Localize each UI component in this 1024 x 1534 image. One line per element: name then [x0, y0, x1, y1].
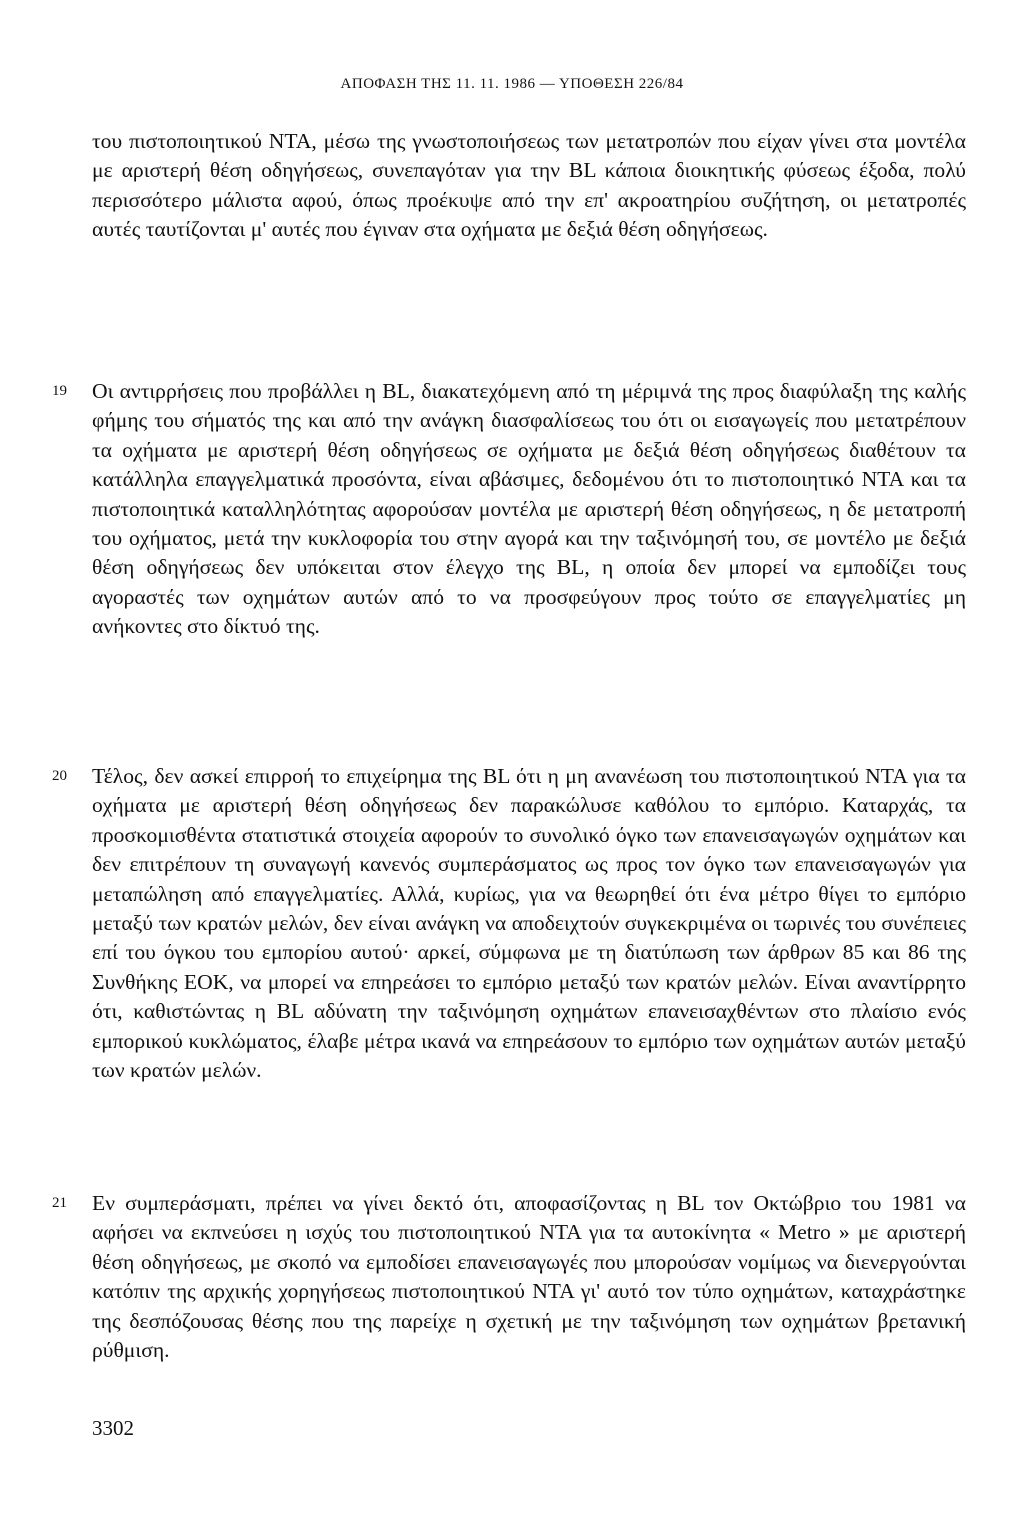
paragraph-number-21: 21 — [52, 1195, 67, 1211]
paragraph-number-19: 19 — [52, 383, 67, 399]
running-header: ΑΠΟΦΑΣΗ ΤΗΣ 11. 11. 1986 — ΥΠΟΘΕΣΗ 226/84 — [340, 76, 684, 92]
paragraph-20: Τέλος, δεν ασκεί επιρροή το επιχείρημα της BL ότι η μη ανανέωση του πιστοποιητικού ΝΤΑ για τα οχήματα με αριστερή θέση οδηγήσεως δεν παρακώλυσε καθόλου το εμπόριο. Καταρχάς, τα προσκομισθέντα στατιστικά στοιχεία αφορούν το συνολικό όγκο των επανεισαγωγών οχημάτων και δεν επιτρέπουν τη συναγωγή κανενός συμπεράσματος ως προς τον όγκο των επανεισαγωγών για μεταπώληση από επαγγελματίες. Αλλά, κυρίως, για να θεωρηθεί ότι ένα μέτρο θίγει το εμπόριο μεταξύ των κρατών μελών, δεν είναι ανάγκη να αποδειχτούν συγκεκριμένα οι τωρινές του συνέπειες επί του όγκου του εμπορίου αυτού· αρκεί, σύμφωνα με τη διατύπωση των άρθρων 85 και 86 της Συνθήκης ΕΟΚ, να μπορεί να επηρεάσει το εμπόριο μεταξύ των κρατών μελών. Είναι αναντίρρητο ότι, καθιστώντας η BL αδύνατη την ταξινόμηση οχημάτων επανεισαχθέντων στο πλαίσιο ενός εμπορικού κυκλώματος, έλαβε μέτρα ικανά να επηρεάσουν το εμπόριο των οχημάτων αυτών μεταξύ των κρατών μελών. — [92, 764, 966, 1083]
paragraph-19: Οι αντιρρήσεις που προβάλλει η BL, διακατεχόμενη από τη μέριμνά της προς διαφύλαξη της καλής φήμης του σήματός της και από την ανάγκη διασφαλίσεως του ότι οι εισαγωγείς που μετατρέπουν τα οχήματα με αριστερή θέση οδηγήσεως σε οχήματα με δεξιά θέση οδηγήσεως διαθέτουν τα κατάλληλα επαγγελματικά προσόντα, είναι αβάσιμες, δεδομένου ότι το πιστοποιητικό ΝΤΑ και τα πιστοποιητικά καταλληλότητας αφορούσαν μοντέλα με αριστερή θέση οδηγήσεως, η δε μετατροπή του οχήματος, μετά την κυκλοφορία του στην αγορά και την ταξινόμησή του, σε μοντέλο με δεξιά θέση οδηγήσεως δεν υπόκειται στον έλεγχο της BL, η οποία δεν μπορεί να εμποδίζει τους αγοραστές των οχημάτων αυτών από το να προσφεύγουν προς τούτο σε επαγγελματίες μη ανήκοντες στο δίκτυό της. — [92, 379, 966, 639]
page-number: 3302 — [92, 1416, 134, 1440]
paragraph-number-20: 20 — [52, 768, 67, 784]
paragraph-21: Εν συμπεράσματι, πρέπει να γίνει δεκτό ότι, αποφασίζοντας η BL τον Οκτώβριο του 1981 να αφήσει να εκπνεύσει η ισχύς του πιστοποιητικού ΝΤΑ για τα αυτοκίνητα « Metro » με αριστερή θέση οδηγήσεως, με σκοπό να εμποδίσει επανεισαγωγές που μπορούσαν νομίμως να διενεργούνται κατόπιν της αρχικής χορηγήσεως πιστοποιητικού ΝΤΑ γι' αυτό τον τύπο οχημάτων, καταχράστηκε της δεσπόζουσας θέσης που της παρείχε η σχετική με την ταξινόμηση των οχημάτων βρετανική ρύθμιση. — [92, 1191, 966, 1363]
paragraph-continuation: του πιστοποιητικού ΝΤΑ, μέσω της γνωστοποιήσεως των μετατροπών που είχαν γίνει στα μοντέλα με αριστερή θέση οδηγήσεως, συνεπαγόταν για την BL κάποια διοικητικής φύσεως έξοδα, πολύ περισσότερο μάλιστα αφού, όπως προέκυψε από την επ' ακροατηρίου συζήτηση, οι μετατροπές αυτές ταυτίζονται μ' αυτές που έγιναν στα οχήματα με δεξιά θέση οδηγήσεως. — [92, 129, 966, 242]
